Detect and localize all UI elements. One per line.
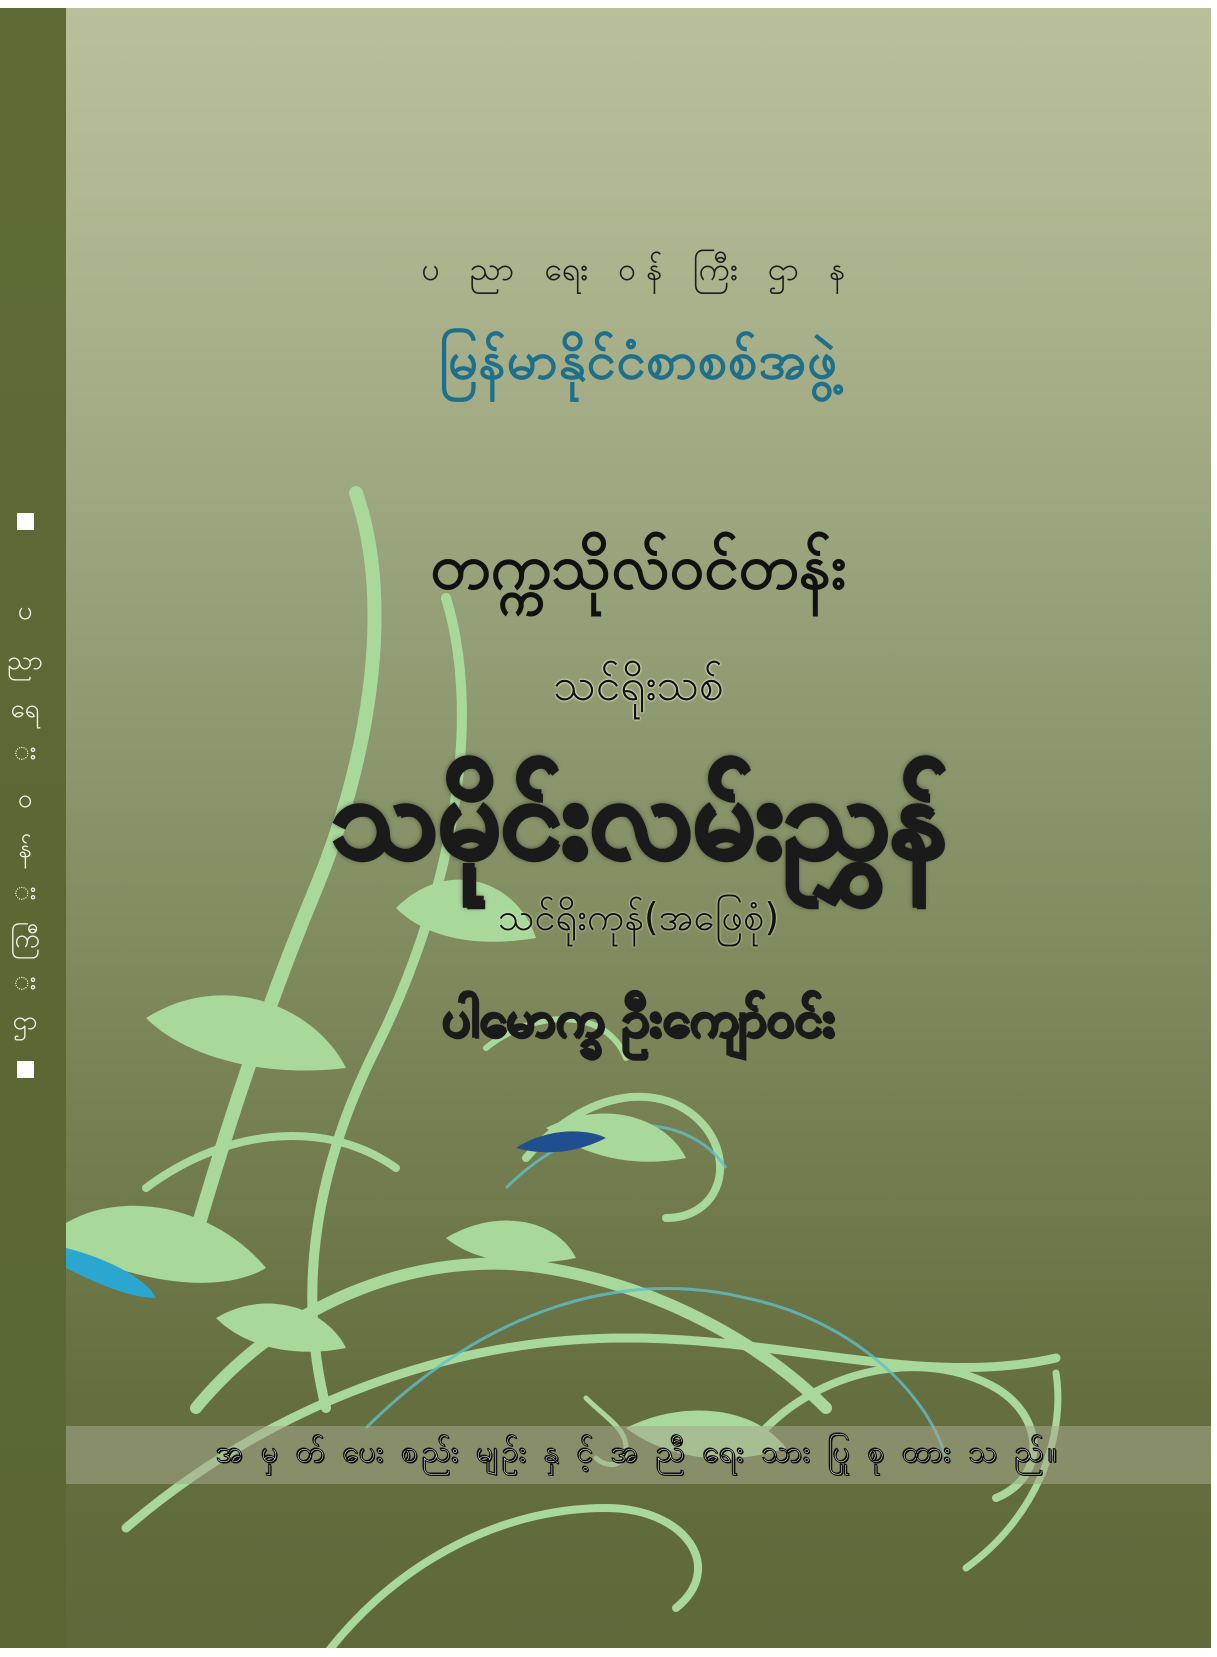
- spine-text-8: ကြီ: [10, 924, 40, 954]
- spine-text-7: း: [13, 876, 37, 906]
- spine-text-10: ဌာ: [12, 1006, 38, 1036]
- spine-text-6: န်: [18, 834, 32, 864]
- front-cover: [66, 8, 1211, 1648]
- book-spine: [0, 8, 68, 1648]
- book-title: သမိုင်းလမ်းညွှန်: [330, 754, 947, 882]
- curriculum-label: သင်ရိုးသစ်: [553, 660, 724, 711]
- spine-text-4: း: [13, 736, 37, 766]
- ministry-label: ပ ညာ ရေး ဝန် ကြီး ဌာ န: [421, 250, 856, 288]
- spine-square-top-icon: [17, 513, 34, 530]
- spine-text-5: ဝ: [17, 784, 33, 814]
- spine-text-1: ပ: [17, 596, 33, 626]
- bottom-notice: အ မှ တ် ပေး စည်း မျဉ်း နှ င့် အ ညီ ရေး သား ပြု စု ထား သ ည်။: [216, 1435, 1061, 1470]
- book-subtitle: သင်ရိုးကုန်(အဖြေစုံ): [497, 895, 780, 939]
- author-name: ပါမောက္ခ ဦးကျော်ဝင်း: [441, 990, 836, 1048]
- spine-square-bottom-icon: [17, 1061, 34, 1078]
- spine-text-2: ညာ: [7, 646, 43, 676]
- committee-name: မြန်မာနိုင်ငံစာစစ်အဖွဲ့: [439, 331, 838, 391]
- subject-heading: တက္ကသိုလ်ဝင်တန်း: [430, 530, 847, 603]
- spine-text-3: ရေ: [10, 694, 40, 724]
- spine-text-9: း: [13, 966, 37, 996]
